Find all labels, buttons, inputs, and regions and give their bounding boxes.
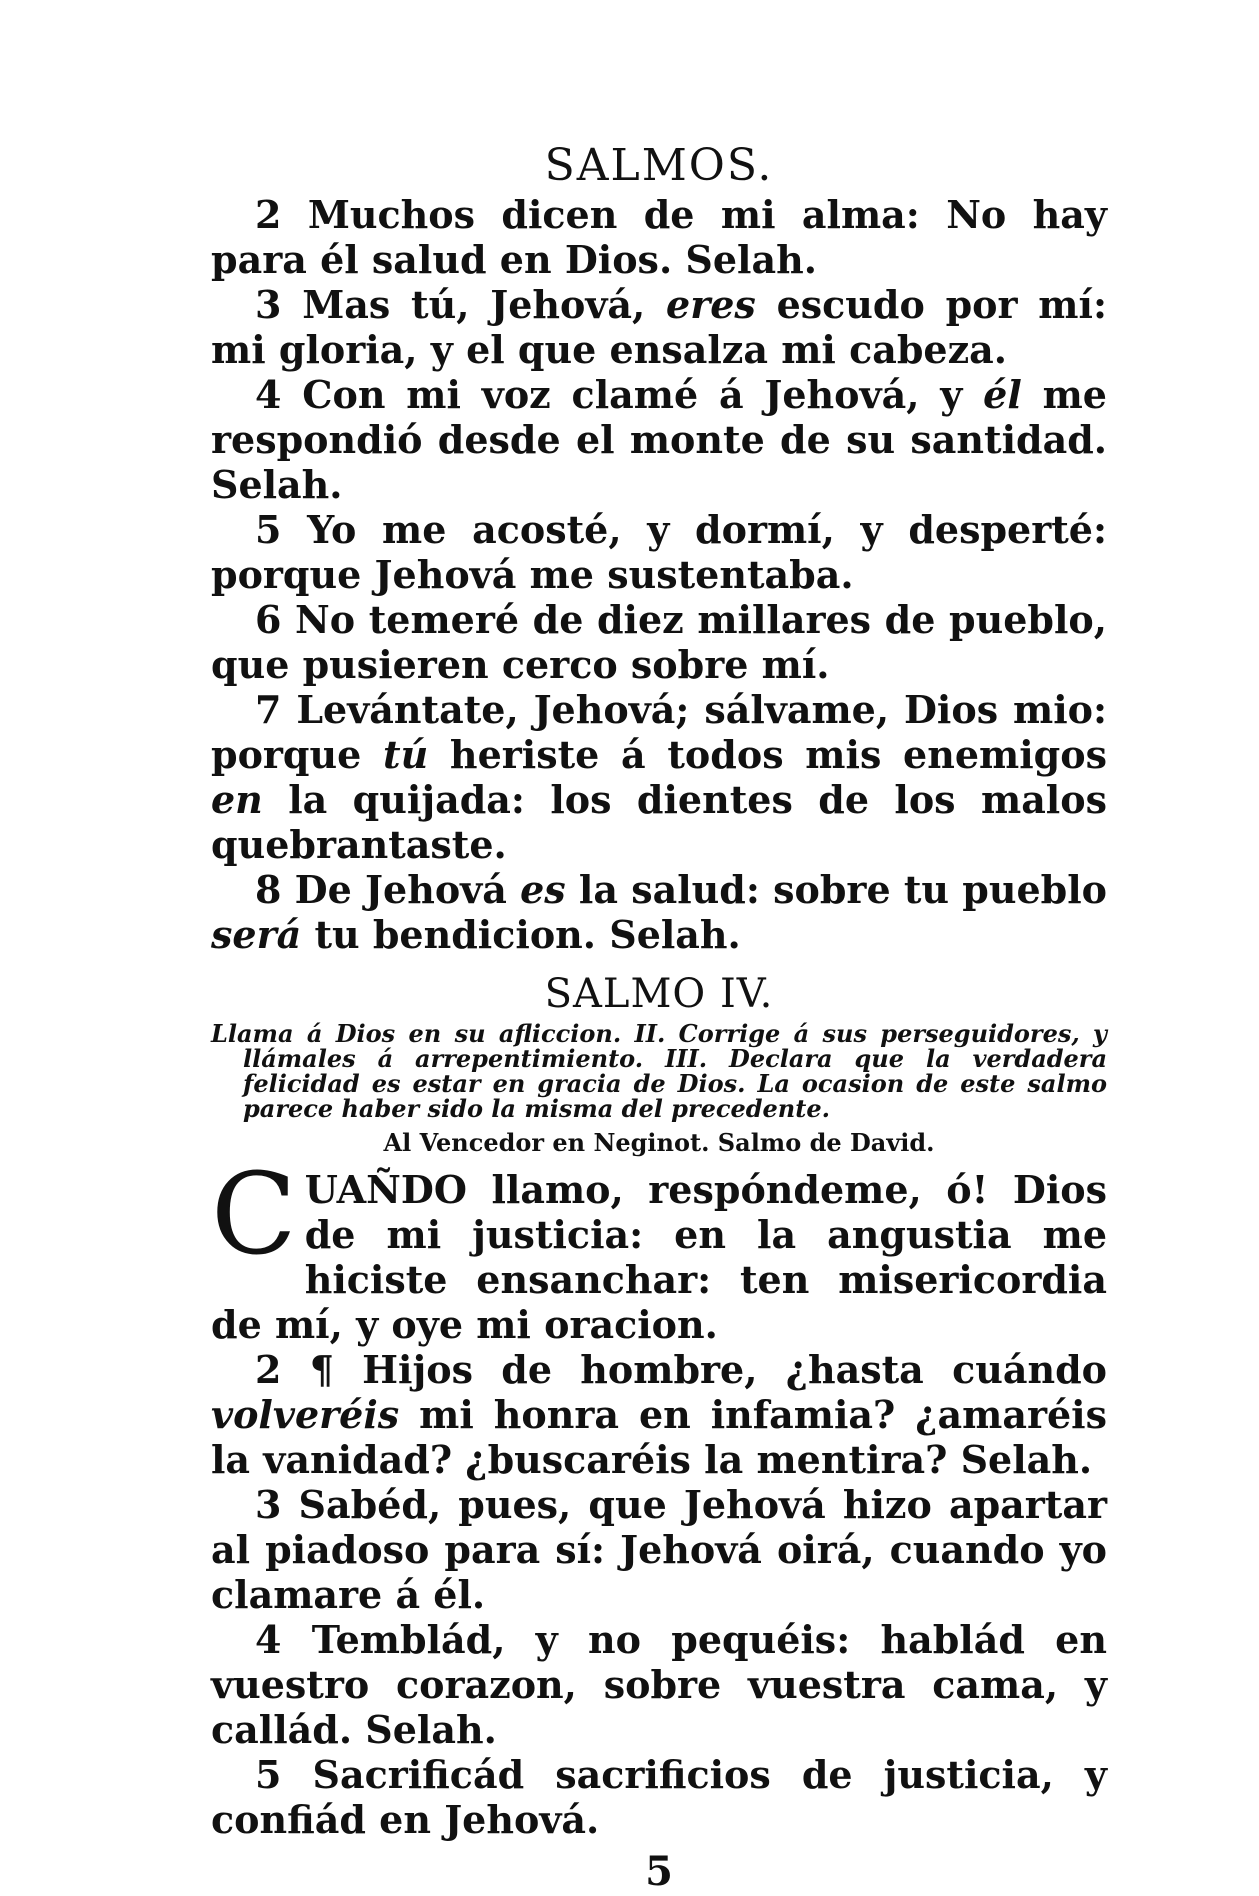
psalm-summary: Llama á Dios en su afliccion. II. Corrige á sus perseguidores, y llámales á arrepentimiento. III. Declara que la verdadera felicidad es estar en gracia de Dios. La ocasion de este salmo parece haber sido la misma del precedente. — [211, 1019, 1107, 1123]
verse-text: 8 De Jehová — [255, 867, 521, 912]
verse-text: la salud: sobre tu pueblo — [565, 867, 1108, 912]
first-verse-text: UAÑDO llamo, respóndeme, ó! Dios de mi justicia: en la angustia me hiciste ensanchar: ten misericordia de mí, y oye mi oracion. — [211, 1167, 1107, 1347]
verse-text: 5 Yo me acosté, y dormí, y desperté: porque Jehová me sustentaba. — [211, 507, 1107, 597]
verse — [211, 192, 1107, 282]
verse — [211, 1347, 1107, 1482]
verse — [211, 1482, 1107, 1617]
running-head: SALMOS. — [544, 140, 774, 191]
verse — [211, 1617, 1107, 1752]
verse-text: tu bendicion. Selah. — [301, 912, 741, 957]
verse-italic-text: es — [520, 867, 566, 912]
verse — [211, 282, 1107, 372]
page — [211, 140, 1107, 1896]
first-verse — [211, 1150, 1107, 1347]
verse-italic-text: en — [211, 777, 263, 822]
verse — [211, 507, 1107, 597]
verse-italic-text: él — [983, 372, 1022, 417]
verse-text: 6 No temeré de diez millares de pueblo, que pusieren cerco sobre mí. — [211, 597, 1107, 687]
verse-text: la quijada: los dientes de los malos quebrantaste. — [211, 777, 1107, 867]
verse-text: 3 Sabéd, pues, que Jehová hizo apartar al piadoso para sí: Jehová oirá, cuando yo clamare á él. — [211, 1482, 1107, 1617]
verse-text: me respondió desde el monte de su santidad. Selah. — [211, 372, 1107, 507]
drop-cap: C — [211, 1150, 297, 1280]
verse-text: 7 Levántate, Jehová; sálvame, Dios mio: porque — [211, 687, 1107, 777]
verses-after-block — [211, 1347, 1107, 1842]
verse-text: 2 Muchos dicen de mi alma: No hay para él salud en Dios. Selah. — [211, 192, 1107, 282]
verse-text: heriste á todos mis enemigos — [428, 732, 1107, 777]
verse — [211, 372, 1107, 507]
verse-text: escudo por mí: mi gloria, y el que ensalza mi cabeza. — [211, 282, 1107, 372]
verse-italic-text: será — [211, 912, 302, 957]
verse-text: 3 Mas tú, Jehová, — [255, 282, 667, 327]
verse-italic-text: eres — [666, 282, 756, 327]
verse-italic-text: tú — [383, 732, 429, 777]
verse-text: 5 Sacrificád sacrificios de justicia, y confiád en Jehová. — [211, 1752, 1107, 1842]
verse-text: 2 ¶ Hijos de hombre, ¿hasta cuándo — [255, 1347, 1107, 1392]
verse-italic-text: volveréis — [211, 1392, 400, 1437]
verse-text: 4 Con mi voz clamé á Jehová, y — [255, 372, 984, 417]
verse — [211, 867, 1107, 957]
verse-text: 4 Temblád, y no pequéis: hablád en vuestro corazon, sobre vuestra cama, y callád. Selah. — [211, 1617, 1107, 1752]
verse — [211, 597, 1107, 687]
page-number: 5 — [645, 1848, 673, 1895]
verse-text: mi honra en infamia? ¿amaréis la vanidad? ¿buscaréis la mentira? Selah. — [211, 1392, 1107, 1482]
verse — [211, 1752, 1107, 1842]
verse — [211, 687, 1107, 867]
psalm-superscription: Al Vencedor en Neginot. Salmo de David. — [383, 1128, 935, 1157]
verses-before-block — [211, 192, 1107, 957]
psalm-title: SALMO IV. — [544, 971, 774, 1017]
